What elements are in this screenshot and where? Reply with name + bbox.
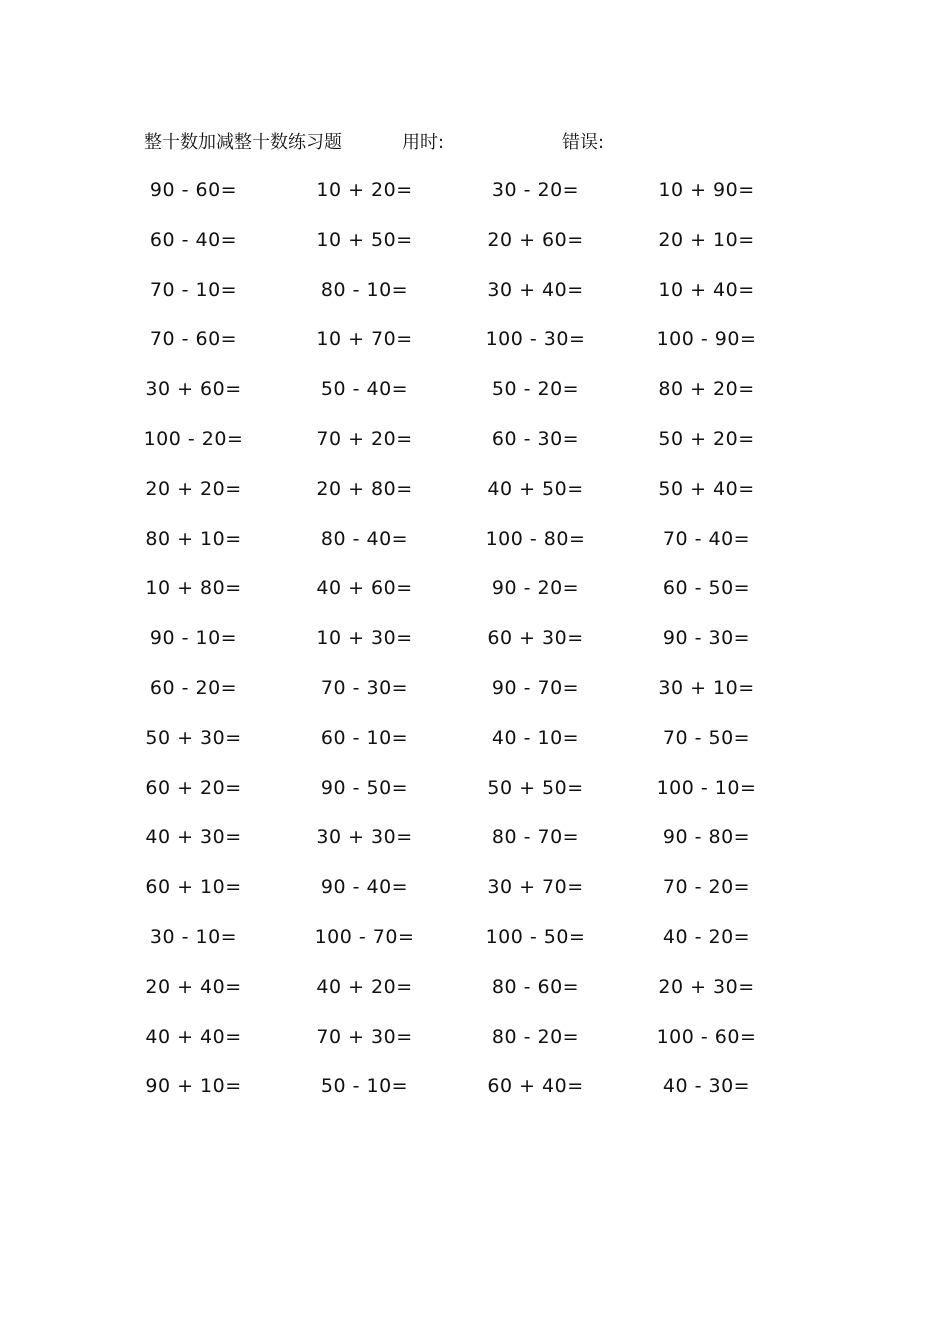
- problem-item: 80 - 60=: [491, 975, 580, 998]
- problem-item: 50 - 40=: [320, 378, 409, 401]
- problem-item: 70 - 30=: [320, 676, 409, 699]
- problem-item: 100 - 10=: [656, 776, 757, 799]
- problem-item: 60 - 10=: [320, 726, 409, 749]
- problem-item: 50 + 40=: [658, 477, 755, 500]
- problem-item: 20 + 20=: [145, 477, 242, 500]
- problem-item: 10 + 90=: [658, 179, 755, 201]
- problem-item: 10 + 80=: [145, 577, 242, 600]
- problem-item: 90 - 40=: [320, 876, 409, 899]
- problem-grid: [108, 173, 808, 1119]
- problem-item: 30 + 30=: [316, 826, 413, 849]
- problem-item: 60 - 50=: [662, 577, 751, 600]
- worksheet-title: 整十数加减整十数练习题: [144, 132, 342, 153]
- problem-item: 30 - 20=: [491, 179, 580, 201]
- problem-item: 50 + 50=: [487, 776, 584, 799]
- problem-item: 60 + 20=: [145, 776, 242, 799]
- problem-item: 70 + 20=: [316, 427, 413, 450]
- problem-item: 90 - 80=: [662, 826, 751, 849]
- problem-item: 10 + 50=: [316, 228, 413, 251]
- problem-item: 40 + 30=: [145, 826, 242, 849]
- problem-item: 80 - 70=: [491, 826, 580, 849]
- problem-item: 30 + 40=: [487, 278, 584, 301]
- problem-item: 100 - 60=: [656, 1025, 757, 1048]
- errors-label: 错误:: [562, 132, 605, 153]
- problem-item: 60 + 30=: [487, 627, 584, 650]
- problem-item: 60 - 40=: [149, 228, 238, 251]
- problem-item: 90 - 50=: [320, 776, 409, 799]
- problem-item: 40 + 40=: [145, 1025, 242, 1048]
- problem-item: 20 + 40=: [145, 975, 242, 998]
- problem-item: 70 - 20=: [662, 876, 751, 899]
- problem-item: 10 + 30=: [316, 627, 413, 650]
- problem-item: 80 - 20=: [491, 1025, 580, 1048]
- worksheet-header: [0, 128, 950, 158]
- problem-item: 60 - 20=: [149, 676, 238, 699]
- problem-item: 10 + 40=: [658, 278, 755, 301]
- problem-item: 100 - 30=: [485, 328, 586, 351]
- problem-item: 100 - 70=: [314, 925, 415, 948]
- problem-item: 60 + 40=: [487, 1075, 584, 1098]
- problem-item: 30 + 70=: [487, 876, 584, 899]
- problem-item: 20 + 30=: [658, 975, 755, 998]
- problem-item: 30 + 60=: [145, 378, 242, 401]
- problem-item: 40 - 20=: [662, 925, 751, 948]
- problem-item: 30 + 10=: [658, 676, 755, 699]
- problem-item: 20 + 60=: [487, 228, 584, 251]
- problem-item: 50 - 20=: [491, 378, 580, 401]
- problem-item: 40 + 60=: [316, 577, 413, 600]
- problem-item: 70 - 60=: [149, 328, 238, 351]
- problem-item: 60 + 10=: [145, 876, 242, 899]
- problem-item: 90 - 70=: [491, 676, 580, 699]
- problem-item: 90 - 60=: [149, 179, 238, 201]
- problem-item: 70 - 10=: [149, 278, 238, 301]
- problem-item: 40 - 10=: [491, 726, 580, 749]
- problem-item: 90 - 30=: [662, 627, 751, 650]
- problem-item: 50 + 30=: [145, 726, 242, 749]
- problem-item: 90 + 10=: [145, 1075, 242, 1098]
- problem-item: 100 - 50=: [485, 925, 586, 948]
- problem-item: 90 - 10=: [149, 627, 238, 650]
- problem-item: 10 + 70=: [316, 328, 413, 351]
- problem-item: 50 + 20=: [658, 427, 755, 450]
- problem-item: 100 - 20=: [143, 427, 244, 450]
- problem-item: 10 + 20=: [316, 179, 413, 201]
- problem-item: 20 + 80=: [316, 477, 413, 500]
- problem-item: 80 + 20=: [658, 378, 755, 401]
- problem-item: 70 - 40=: [662, 527, 751, 550]
- problem-item: 80 - 40=: [320, 527, 409, 550]
- problem-item: 40 + 50=: [487, 477, 584, 500]
- problem-item: 30 - 10=: [149, 925, 238, 948]
- problem-item: 50 - 10=: [320, 1075, 409, 1098]
- problem-item: 40 + 20=: [316, 975, 413, 998]
- problem-item: 90 - 20=: [491, 577, 580, 600]
- problem-item: 80 + 10=: [145, 527, 242, 550]
- problem-item: 100 - 90=: [656, 328, 757, 351]
- problem-item: 20 + 10=: [658, 228, 755, 251]
- problem-item: 100 - 80=: [485, 527, 586, 550]
- problem-item: 70 - 50=: [662, 726, 751, 749]
- problem-item: 80 - 10=: [320, 278, 409, 301]
- problem-item: 40 - 30=: [662, 1075, 751, 1098]
- time-label: 用时:: [402, 132, 445, 153]
- problem-item: 60 - 30=: [491, 427, 580, 450]
- problem-item: 70 + 30=: [316, 1025, 413, 1048]
